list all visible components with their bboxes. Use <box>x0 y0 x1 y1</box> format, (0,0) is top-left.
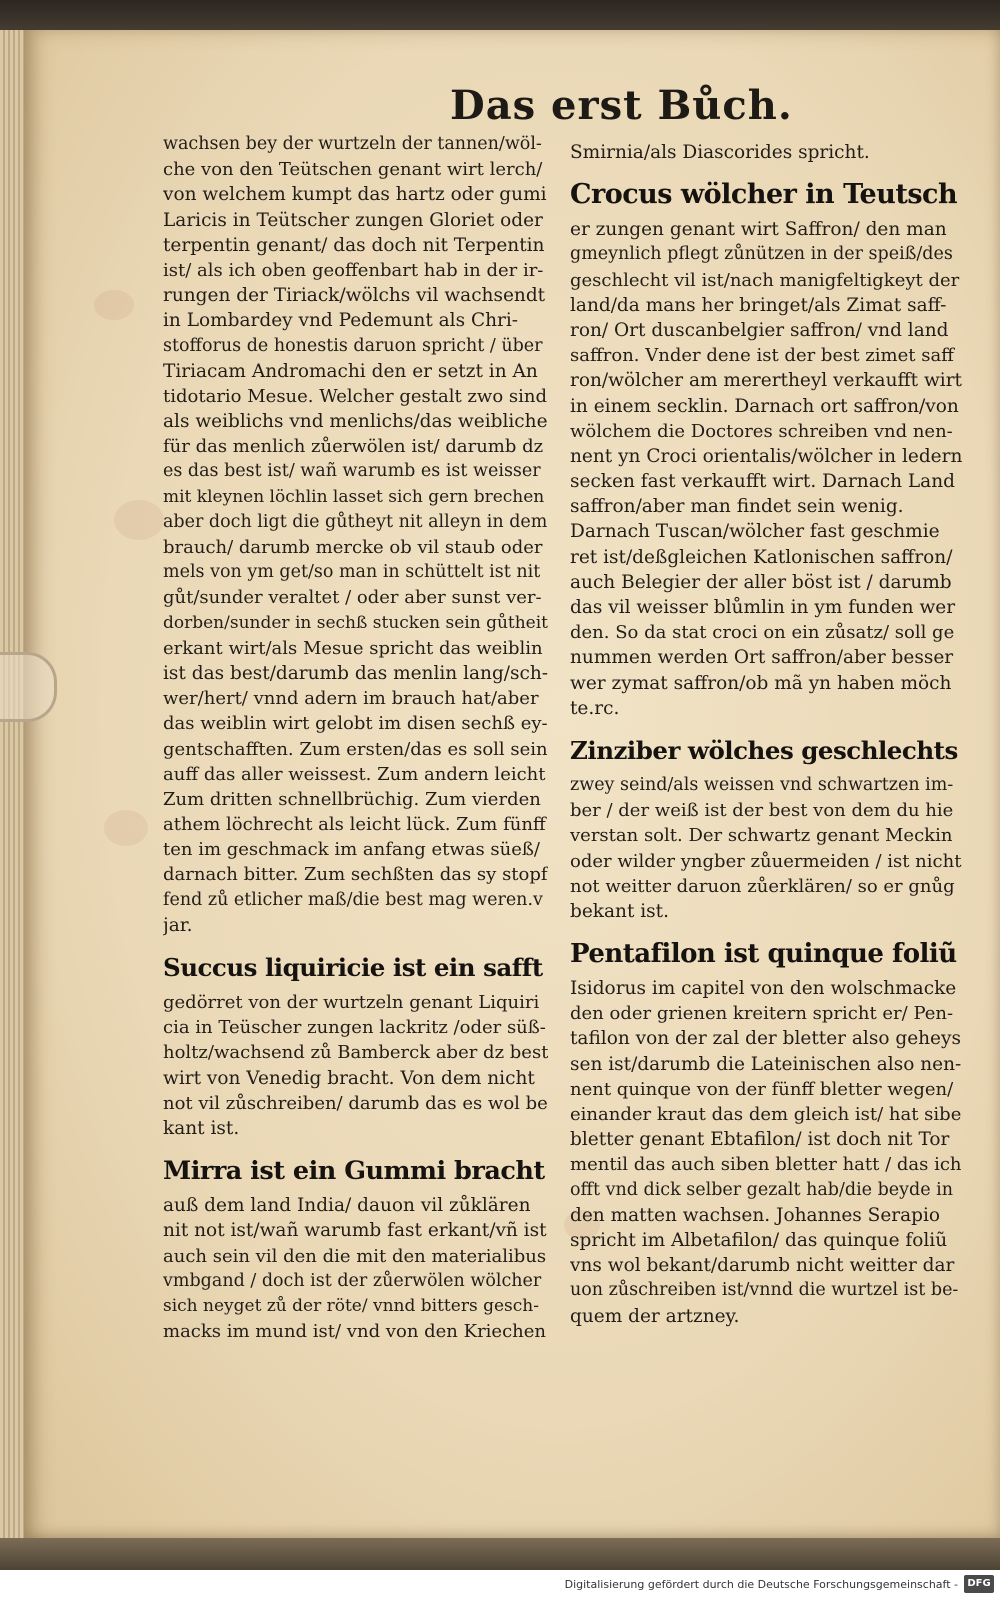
paragraph <box>570 976 962 1329</box>
text-line: ber / der weiß ist der best von dem du hie <box>570 800 954 822</box>
text-line: tidotario Mesue. Welcher gestalt zwo sind <box>163 385 547 407</box>
section-gap <box>163 938 548 946</box>
paragraph <box>163 132 548 938</box>
text-line: Darnach Tuscan/wölcher fast geschmie <box>570 521 940 543</box>
text-line: erkant wirt/als Mesue spricht das weiblin <box>163 637 543 659</box>
section-gap <box>163 1141 548 1149</box>
text-line: verstan solt. Der schwartz genant Meckin <box>570 825 953 847</box>
text-line: ist das best/darumb das menlin lang/sch- <box>163 662 548 684</box>
text-line: in Lombardey vnd Pedemunt als Chri- <box>163 310 519 332</box>
text-line: gmeynlich pflegt zůnützen in der speiß/des <box>570 244 953 265</box>
text-line: wer/hert/ vnnd adern im brauch hat/aber <box>163 688 539 710</box>
text-line: auch sein vil den die mit den materialibus <box>163 1245 547 1267</box>
paragraph <box>163 1193 548 1344</box>
section-heading: Zinziber wölches geschlechts <box>570 735 958 765</box>
page-clip <box>0 652 57 722</box>
text-line: land/da mans her bringet/als Zimat saff- <box>570 294 947 316</box>
text-line: den matten wachsen. Johannes Serapio <box>570 1204 941 1226</box>
paragraph <box>570 217 962 721</box>
text-line: quem der artzney. <box>570 1305 740 1327</box>
text-line: Isidorus im capitel von den wolschmacke <box>570 978 957 1000</box>
section-heading: Crocus wölcher in Teutsch <box>570 179 958 211</box>
digitization-footer <box>0 1570 1000 1600</box>
text-line: sich neyget zů der röte/ vnnd bitters gesch- <box>163 1295 539 1316</box>
text-line: nent yn Croci orientalis/wölcher in ledern <box>570 445 962 467</box>
text-line: geschlecht vil ist/nach manigfeltigkeyt der <box>570 269 960 291</box>
text-line: vmbgand / doch ist der zůerwölen wölcher <box>163 1270 542 1291</box>
text-line: rungen der Tiriack/wölchs vil wachsendt <box>163 285 546 307</box>
text-line: darnach bitter. Zum sechßten das sy stopf <box>163 864 548 886</box>
text-line: not vil zůschreiben/ darumb das es wol be <box>163 1092 548 1114</box>
text-line: oder wilder yngber zůuermeiden / ist nicht <box>570 850 962 872</box>
text-line: von welchem kumpt das hartz oder gumi <box>163 184 547 206</box>
text-line: secken fast verkaufft wirt. Darnach Land <box>570 471 955 493</box>
text-line: nent quinque von der fünff bletter wegen/ <box>570 1078 954 1100</box>
text-line: holtz/wachsend zů Bamberck aber dz best <box>163 1042 548 1064</box>
section-heading: Mirra ist ein Gummi bracht <box>163 1156 545 1187</box>
text-line: das weiblin wirt gelobt im disen sechß ey- <box>163 713 548 735</box>
text-line: Laricis in Teütscher zungen Gloriet oder <box>163 209 543 231</box>
running-head: Das erst Bůch. <box>450 82 793 129</box>
text-line: wölchem die Doctores schreiben vnd nen- <box>570 420 953 442</box>
section-gap <box>570 924 962 932</box>
text-line: brauch/ darumb mercke ob vil staub oder <box>163 537 543 558</box>
text-line: saffron/aber man findet sein wenig. <box>570 496 904 518</box>
text-line: gentschafften. Zum ersten/das es soll sein <box>163 738 548 760</box>
text-line: einander kraut das dem gleich ist/ hat sibe <box>570 1104 962 1125</box>
text-line: in einem secklin. Darnach ort saffron/von <box>570 395 959 417</box>
left-column <box>163 132 548 1344</box>
text-line: bletter genant Ebtafilon/ ist doch nit Tor <box>570 1129 950 1151</box>
text-line: wer zymat saffron/ob mã yn haben möch <box>570 672 952 694</box>
text-line: uon zůschreiben ist/vnnd die wurtzel ist be- <box>570 1280 959 1301</box>
section-heading: Succus liquiricie ist ein safft <box>163 953 543 982</box>
text-line: den oder grienen kreitern spricht er/ Pen- <box>570 1003 954 1025</box>
text-line: auch Belegier der aller böst ist / darumb <box>570 571 952 593</box>
text-line: saffron. Vnder dene ist der best zimet saff <box>570 345 954 367</box>
paragraph <box>163 990 548 1141</box>
section-gap <box>570 165 962 173</box>
text-line: bekant ist. <box>570 900 669 922</box>
text-line: auff das aller weissest. Zum andern leicht <box>163 763 546 785</box>
text-line: ron/ Ort duscanbelgier saffron/ vnd land <box>570 319 949 341</box>
text-line: wachsen bey der wurtzeln der tannen/wöl- <box>163 134 542 154</box>
text-line: ret ist/deßgleichen Katlonischen saffron/ <box>570 546 953 568</box>
text-line: che von den Teütschen genant wirt lerch/ <box>163 159 543 181</box>
text-line: wirt von Venedig bracht. Von dem nicht <box>163 1067 535 1089</box>
stain <box>114 500 164 540</box>
text-line: nit not ist/wañ warumb fast erkant/vñ ist <box>163 1220 547 1242</box>
text-line: offt vnd dick selber gezalt hab/die beyde in <box>570 1179 954 1200</box>
section-gap <box>570 721 962 729</box>
text-line: sen ist/darumb die Lateinischen also nen- <box>570 1053 962 1075</box>
text-line: es das best ist/ wañ warumb es ist weisser <box>163 461 541 482</box>
text-line: den. So da stat croci on ein zůsatz/ soll ge <box>570 622 955 644</box>
text-line: nummen werden Ort saffron/aber besser <box>570 647 954 669</box>
dfg-logo: DFG <box>964 1575 994 1593</box>
text-line: gedörret von der wurtzeln genant Liquiri <box>163 992 540 1013</box>
text-line: für das menlich zůerwölen ist/ darumb dz <box>163 436 544 458</box>
text-line: ist/ als ich oben geoffenbart hab in der ir- <box>163 259 544 281</box>
text-line: fend zů etlicher maß/die best mag weren.v <box>163 889 543 910</box>
text-line: ten im geschmack im anfang etwas süeß/ <box>163 839 540 861</box>
text-line: te.rc. <box>570 697 620 719</box>
text-line: das vil weisser blůmlin in ym funden wer <box>570 597 956 618</box>
stain <box>104 810 148 846</box>
text-line: dorben/sunder in sechß stucken sein gůtheit <box>163 612 548 633</box>
text-line: mit kleynen löchlin lasset sich gern brechen <box>163 486 545 507</box>
section-heading: Pentafilon ist quinque foliũ <box>570 939 957 970</box>
text-line: er zungen genant wirt Saffron/ den man <box>570 219 947 241</box>
text-line: kant ist. <box>163 1117 240 1139</box>
text-line: athem löchrecht als leicht lück. Zum fünff <box>163 814 546 836</box>
text-line: spricht im Albetafilon/ das quinque foliũ <box>570 1229 948 1251</box>
text-line: Smirnia/als Diascorides spricht. <box>570 142 870 163</box>
text-line: gůt/sunder veraltet / oder aber sunst ver- <box>163 587 542 609</box>
book-cover-bottom <box>0 1538 1000 1570</box>
text-line: Tiriacam Andromachi den er setzt in An <box>163 360 538 382</box>
text-line: tafilon von der zal der bletter also geheys <box>570 1028 961 1050</box>
text-line: mentil das auch siben bletter hatt / das ich <box>570 1154 962 1176</box>
paragraph <box>570 140 962 165</box>
text-line: stofforus de honestis daruon spricht / über <box>163 335 543 356</box>
text-line: vns wol bekant/darumb nicht weitter dar <box>570 1255 955 1277</box>
text-line: ron/wölcher am merertheyl verkaufft wirt <box>570 370 962 392</box>
right-column <box>570 140 962 1329</box>
text-line: auß dem land India/ dauon vil zůklären <box>163 1195 531 1217</box>
text-line: macks im mund ist/ vnd von den Kriechen <box>163 1321 547 1343</box>
text-line: aber doch ligt die gůtheyt nit alleyn in dem <box>163 511 548 532</box>
funding-notice: Digitalisierung gefördert durch die Deutsche Forschungsgemeinschaft - <box>564 1578 958 1591</box>
text-line: mels von ym get/so man in schüttelt ist nit <box>163 562 541 583</box>
text-line: terpentin genant/ das doch nit Terpentin <box>163 234 545 256</box>
text-line: als weiblichs vnd menlichs/das weibliche <box>163 411 548 433</box>
paragraph <box>570 773 962 924</box>
text-line: jar. <box>163 914 193 936</box>
text-line: zwey seind/als weissen vnd schwartzen im- <box>570 774 954 795</box>
text-line: Zum dritten schnellbrüchig. Zum vierden <box>163 788 541 810</box>
stain <box>94 290 134 320</box>
text-line: not weitter daruon zůerklären/ so er gnůg <box>570 875 955 897</box>
text-line: cia in Teüscher zungen lackritz /oder süß- <box>163 1017 546 1039</box>
